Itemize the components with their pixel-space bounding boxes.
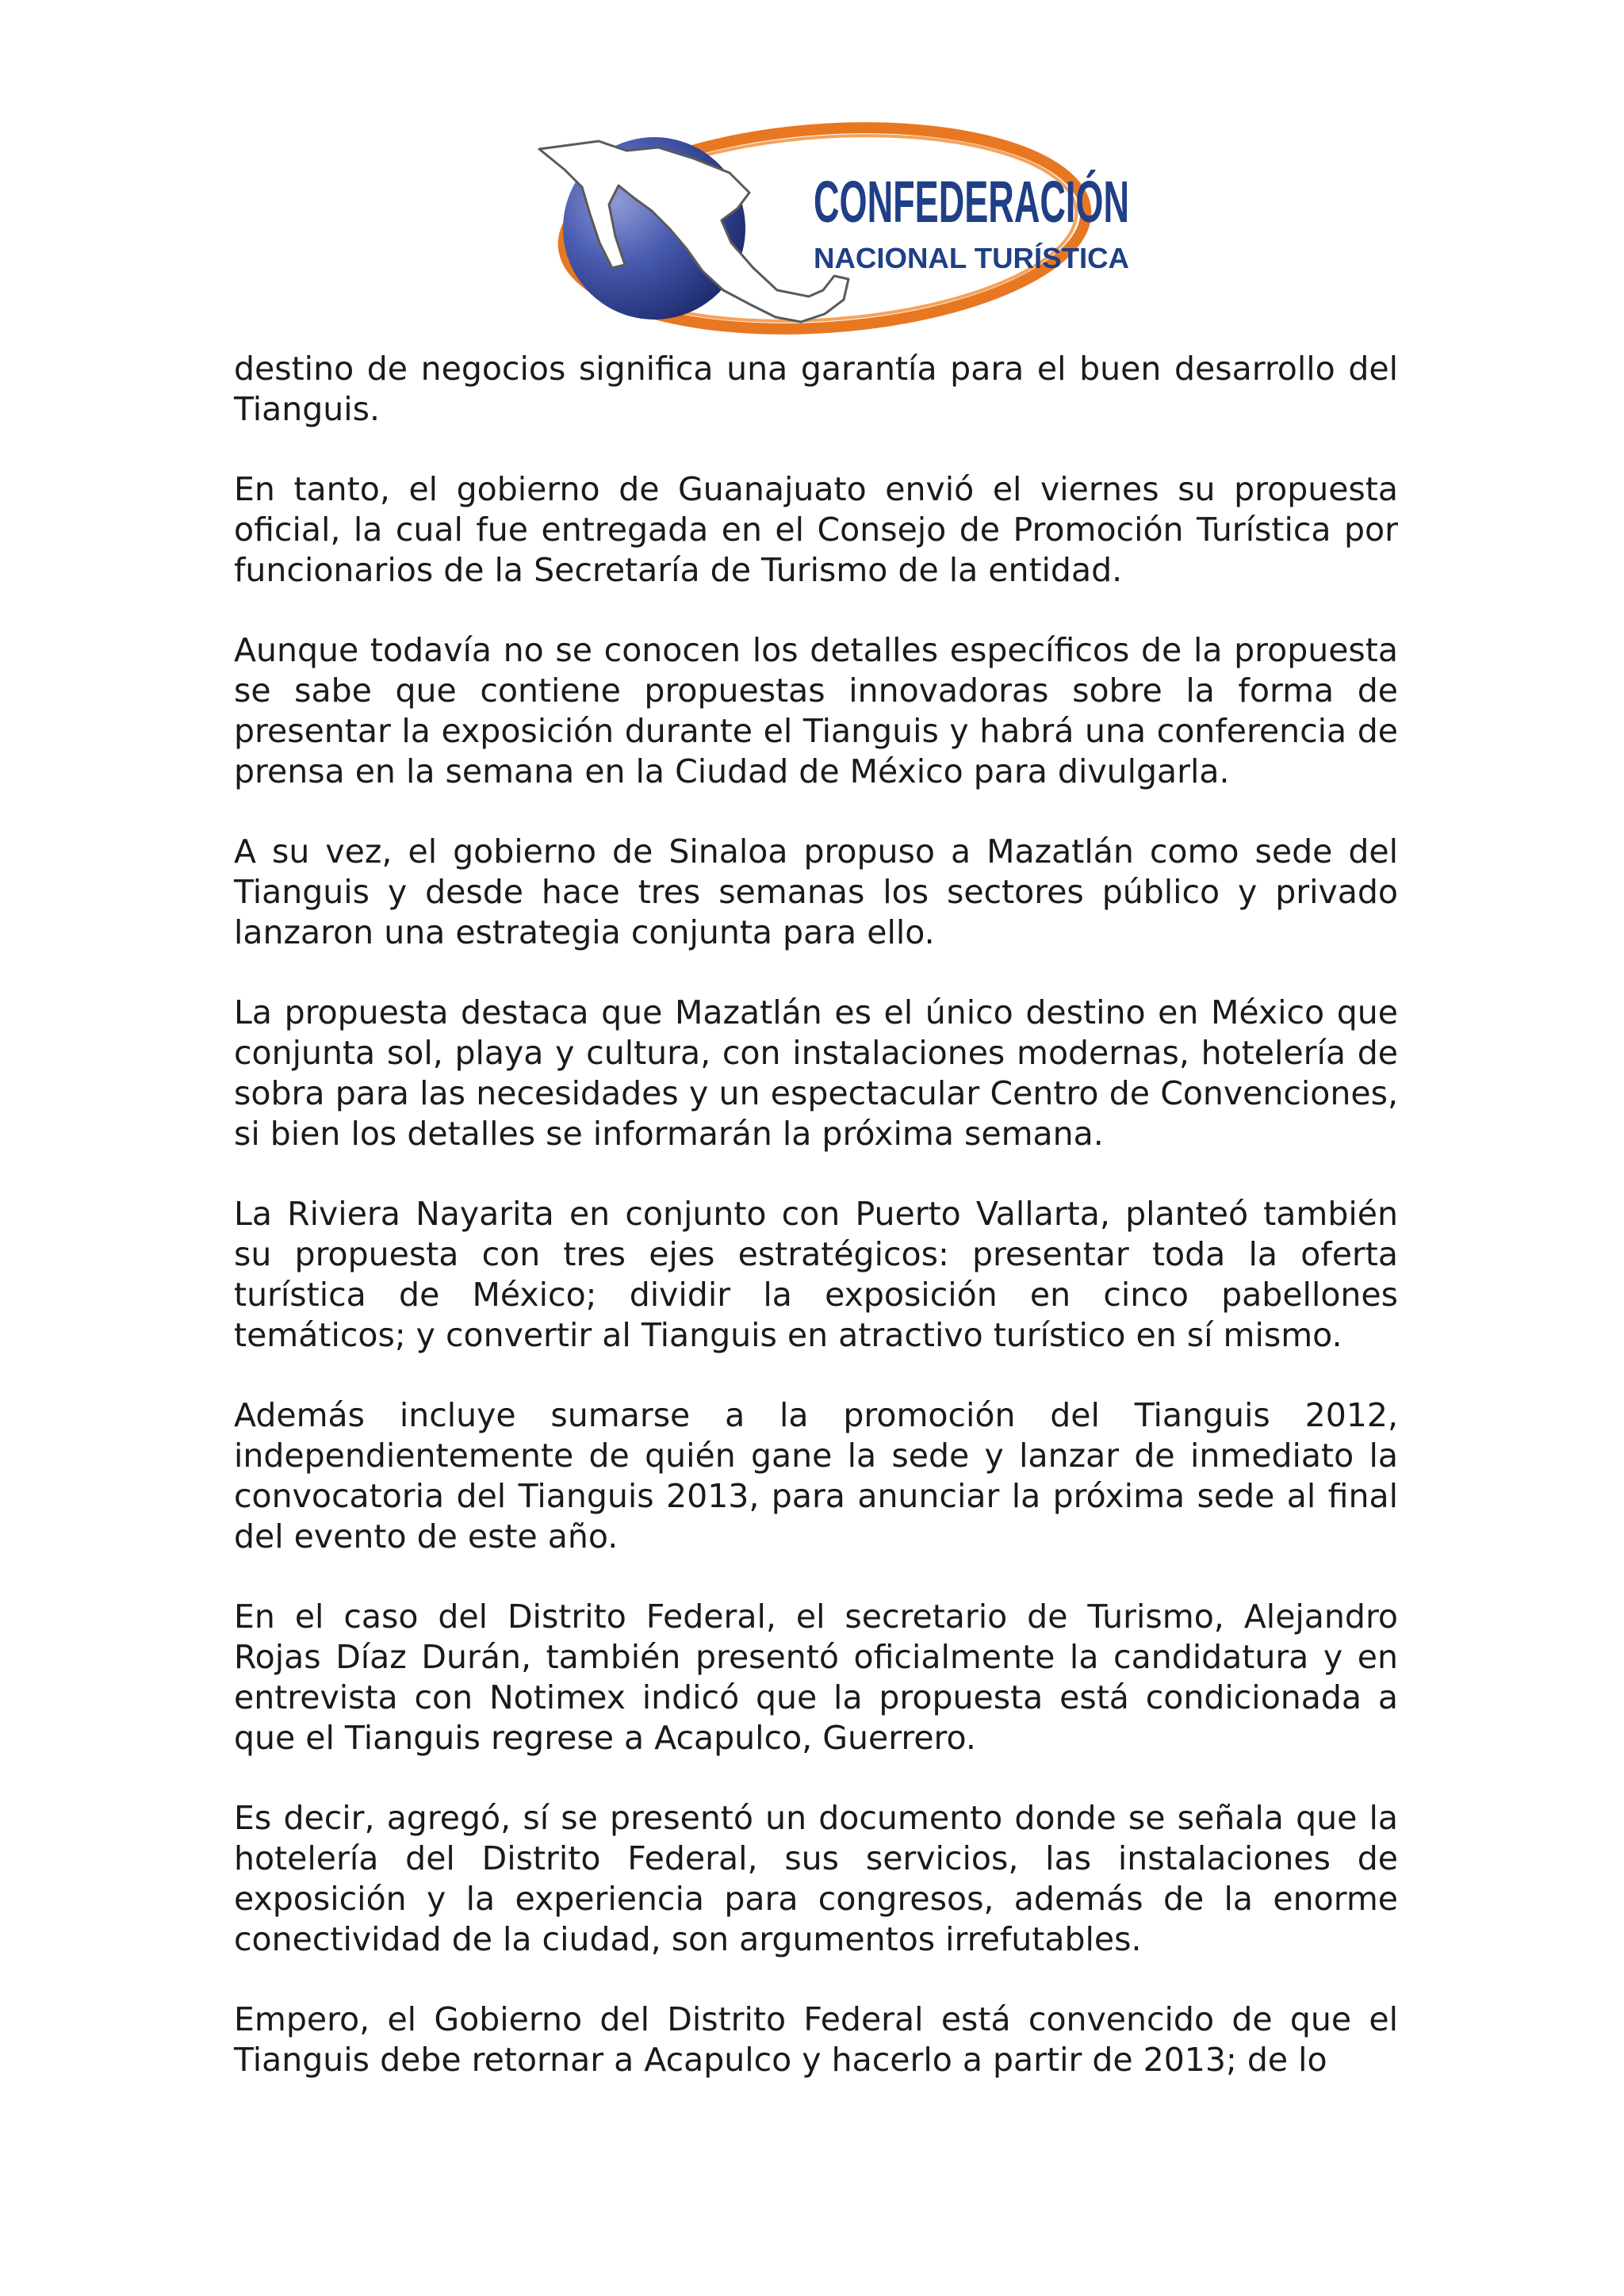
- paragraph: En el caso del Distrito Federal, el secretario de Turismo, Alejandro Rojas Díaz Durán, también presentó oficialmente la candidatura y en entrevista con Notimex indicó que la propuesta está condicionada a que el Tianguis regrese a Acapulco, Guerrero.: [234, 1598, 1398, 1757]
- paragraph: En tanto, el gobierno de Guanajuato envió el viernes su propuesta oficial, la cual fue entregada en el Consejo de Promoción Turística por funcionarios de la Secretaría de Turismo de la entidad.: [234, 470, 1398, 589]
- paragraph: A su vez, el gobierno de Sinaloa propuso a Mazatlán como sede del Tianguis y desde hace tres semanas los sectores público y privado lanzaron una estrategia conjunta para ello.: [234, 832, 1398, 951]
- paragraph: destino de negocios significa una garantía para el buen desarrollo del Tianguis.: [234, 350, 1398, 428]
- confederacion-logo: [523, 109, 1129, 347]
- paragraph: Además incluye sumarse a la promoción del Tianguis 2012, independientemente de quién gane la sede y lanzar de inmediato la convocatoria del Tianguis 2013, para anunciar la próxima sede al final del evento de este año.: [234, 1396, 1398, 1556]
- paragraph: Empero, el Gobierno del Distrito Federal está convencido de que el Tianguis debe retornar a Acapulco y hacerlo a partir de 2013; de lo: [234, 2000, 1398, 2079]
- logo-line1: CONFEDERACIÓN: [814, 169, 1129, 235]
- paragraph: Aunque todavía no se conocen los detalles específicos de la propuesta se sabe que contiene propuestas innovadoras sobre la forma de presentar la exposición durante el Tianguis y habrá una conferencia de prensa en la semana en la Ciudad de México para divulgarla.: [234, 631, 1398, 790]
- paragraph: Es decir, agregó, sí se presentó un documento donde se señala que la hotelería del Distrito Federal, sus servicios, las instalaciones de exposición y la experiencia para congresos, además de la enorme conectividad de la ciudad, son argumentos irrefutables.: [234, 1799, 1398, 1958]
- logo-line2: NACIONAL TURÍSTICA: [814, 242, 1129, 274]
- paragraph: La Riviera Nayarita en conjunto con Puerto Vallarta, planteó también su propuesta con tres ejes estratégicos: presentar toda la oferta turística de México; dividir la exposición en cinco pabellones temáticos; y convertir al Tianguis en atractivo turístico en sí mismo.: [234, 1195, 1398, 1354]
- paragraph: La propuesta destaca que Mazatlán es el único destino en México que conjunta sol, playa y cultura, con instalaciones modernas, hotelería de sobra para las necesidades y un espectacular Centro de Convenciones, si bien los detalles se informarán la próxima semana.: [234, 993, 1398, 1153]
- document-body: [234, 349, 1398, 2120]
